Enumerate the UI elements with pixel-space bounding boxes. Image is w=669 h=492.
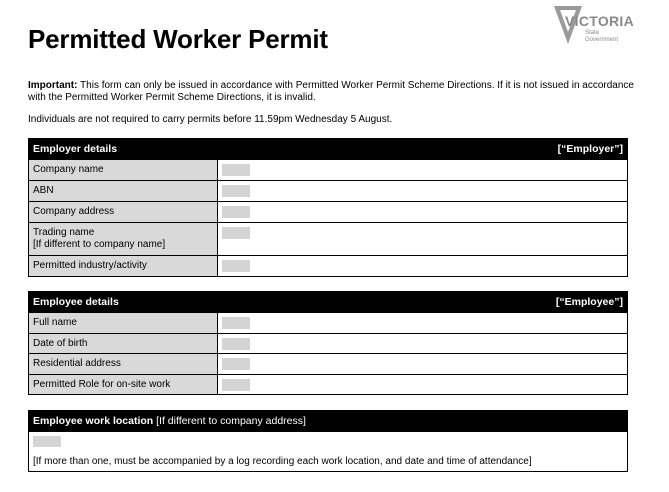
important-label: Important: <box>28 80 78 91</box>
label-full-name <box>29 313 218 333</box>
label-abn <box>29 181 218 201</box>
employee-details-header <box>29 292 627 312</box>
label-text: Residential address <box>33 358 121 369</box>
row-permitted-role <box>29 374 627 394</box>
work-location-body <box>29 431 627 471</box>
label-text: Full name <box>33 317 77 328</box>
page-title: Permitted Worker Permit <box>28 24 328 54</box>
logo-sub-government: Government <box>585 37 619 43</box>
employee-details-heading: Employee details <box>33 296 119 308</box>
row-abn <box>29 180 627 201</box>
value-date-of-birth <box>218 334 627 353</box>
label-permitted-role <box>29 375 218 394</box>
label-date-of-birth <box>29 334 218 353</box>
row-permitted-industry <box>29 255 627 276</box>
row-residential-address <box>29 353 627 374</box>
value-permitted-role <box>218 375 627 394</box>
value-company-name <box>218 160 627 180</box>
work-location-heading: Employee work location <box>33 415 154 427</box>
logo-sub-state: State <box>585 30 600 36</box>
row-date-of-birth <box>29 333 627 353</box>
abn-field[interactable] <box>222 185 250 197</box>
label-company-address <box>29 202 218 222</box>
work-location-field[interactable] <box>33 436 61 447</box>
important-notice <box>28 80 642 104</box>
residential-address-field[interactable] <box>222 358 250 370</box>
permitted-industry-field[interactable] <box>222 260 250 272</box>
label-trading-name <box>29 223 218 255</box>
value-full-name <box>218 313 627 333</box>
label-subtext: [If different to company name] <box>33 239 166 250</box>
work-location-header <box>29 411 627 431</box>
work-location-note: [If more than one, must be accompanied by a log recording each work location, and date and time of attendance] <box>33 456 532 467</box>
label-text: Permitted industry/activity <box>33 260 147 271</box>
employer-details-table <box>28 138 628 277</box>
employer-details-heading: Employer details <box>33 143 118 155</box>
label-text: Trading name <box>33 227 95 238</box>
company-name-field[interactable] <box>222 164 250 176</box>
important-text: This form can only be issued in accordance with Permitted Worker Permit Scheme Directions. If it is not issued in accordance with the Permitted Worker Permit Scheme Directions, it is invalid. <box>28 80 634 103</box>
label-text: Permitted Role for on-site work <box>33 379 171 390</box>
work-location-heading-note: [If different to company address] <box>153 415 306 427</box>
value-trading-name <box>218 223 627 255</box>
company-address-field[interactable] <box>222 206 250 218</box>
label-residential-address <box>29 354 218 374</box>
label-text: Date of birth <box>33 338 88 349</box>
value-residential-address <box>218 354 627 374</box>
date-of-birth-field[interactable] <box>222 338 250 350</box>
carry-permit-note: Individuals are not required to carry permits before 11.59pm Wednesday 5 August. <box>28 114 393 125</box>
employee-tag: [“Employee”] <box>555 296 623 308</box>
employee-details-table <box>28 291 628 395</box>
trading-name-field[interactable] <box>222 227 250 239</box>
full-name-field[interactable] <box>222 317 250 329</box>
label-permitted-industry <box>29 256 218 276</box>
row-full-name <box>29 312 627 333</box>
value-abn <box>218 181 627 201</box>
work-location-table <box>28 410 628 472</box>
label-text: ABN <box>33 185 54 196</box>
logo-wordmark: VICTORIA <box>565 13 635 29</box>
label-text: Company name <box>33 164 104 175</box>
logo-subtitle <box>585 30 618 44</box>
label-text: Company address <box>33 206 115 217</box>
employer-details-header <box>29 139 627 159</box>
row-company-address <box>29 201 627 222</box>
row-trading-name <box>29 222 627 255</box>
row-company-name <box>29 159 627 180</box>
label-company-name <box>29 160 218 180</box>
employer-tag: [“Employer”] <box>557 143 623 155</box>
value-company-address <box>218 202 627 222</box>
value-permitted-industry <box>218 256 627 276</box>
permitted-role-field[interactable] <box>222 379 250 391</box>
